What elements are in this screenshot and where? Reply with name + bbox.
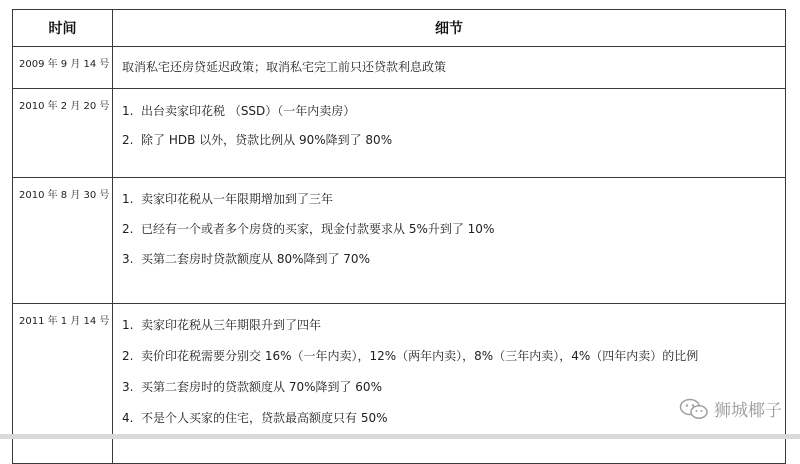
date-cell: 2010 年 8 月 30 号 <box>13 178 113 304</box>
list-item <box>122 103 785 119</box>
list-item <box>122 317 785 333</box>
date-cell: 2011 年 1 月 14 号 <box>13 304 113 464</box>
item-text: 已经有一个或者多个房贷的买家，现金付款要求从 5%升到了 10% <box>141 222 495 236</box>
list-item <box>122 379 785 395</box>
item-number: 2. <box>122 349 134 363</box>
detail-cell <box>113 304 786 464</box>
detail-list <box>122 191 785 303</box>
table-row <box>13 47 786 89</box>
item-text: 卖家印花税从一年限期增加到了三年 <box>141 192 334 206</box>
list-item <box>122 132 785 148</box>
item-text: 出台卖家印花税 （SSD）（一年内卖房） <box>141 104 356 118</box>
list-item <box>122 348 785 364</box>
header-detail: 细节 <box>113 10 786 47</box>
date-cell: 2009 年 9 月 14 号 <box>13 47 113 89</box>
detail-list <box>122 317 785 463</box>
table-row <box>13 304 786 464</box>
item-number: 3. <box>122 252 134 266</box>
item-number: 1. <box>122 104 134 118</box>
item-number: 1. <box>122 192 134 206</box>
page-bottom-edge <box>0 434 800 439</box>
item-number: 2. <box>122 133 134 147</box>
date-cell: 2010 年 2 月 20 号 <box>13 89 113 178</box>
list-item <box>122 191 785 207</box>
table-row <box>13 89 786 178</box>
item-text: 卖家印花税从三年期限升到了四年 <box>141 318 322 332</box>
detail-cell <box>113 47 786 89</box>
table-row <box>13 178 786 304</box>
item-text: 买第二套房时贷款额度从 80%降到了 70% <box>141 252 370 266</box>
item-text: 不是个人买家的住宅，贷款最高额度只有 50% <box>141 411 388 425</box>
item-number: 4. <box>122 411 134 425</box>
item-text: 买第二套房时的贷款额度从 70%降到了 60% <box>141 380 382 394</box>
detail-list <box>122 103 785 177</box>
watermark-text: 狮城椰子 <box>714 401 782 421</box>
list-item <box>122 221 785 237</box>
item-number: 3. <box>122 380 134 394</box>
item-number: 2. <box>122 222 134 236</box>
wechat-icon <box>679 398 709 420</box>
detail-cell <box>113 89 786 178</box>
item-number: 1. <box>122 318 134 332</box>
policy-table <box>12 9 786 464</box>
item-text: 除了 HDB 以外，贷款比例从 90%降到了 80% <box>141 133 393 147</box>
header-date: 时间 <box>13 10 113 47</box>
item-text: 卖价印花税需要分别交 16%（一年内卖），12%（两年内卖），8%（三年内卖），4%（四年内卖）的比例 <box>141 349 699 363</box>
table-header-row <box>13 10 786 47</box>
detail-text: 取消私宅还房贷延迟政策；取消私宅完工前只还贷款利息政策 <box>122 60 447 74</box>
watermark <box>679 396 782 421</box>
detail-cell <box>113 178 786 304</box>
list-item <box>122 251 785 267</box>
